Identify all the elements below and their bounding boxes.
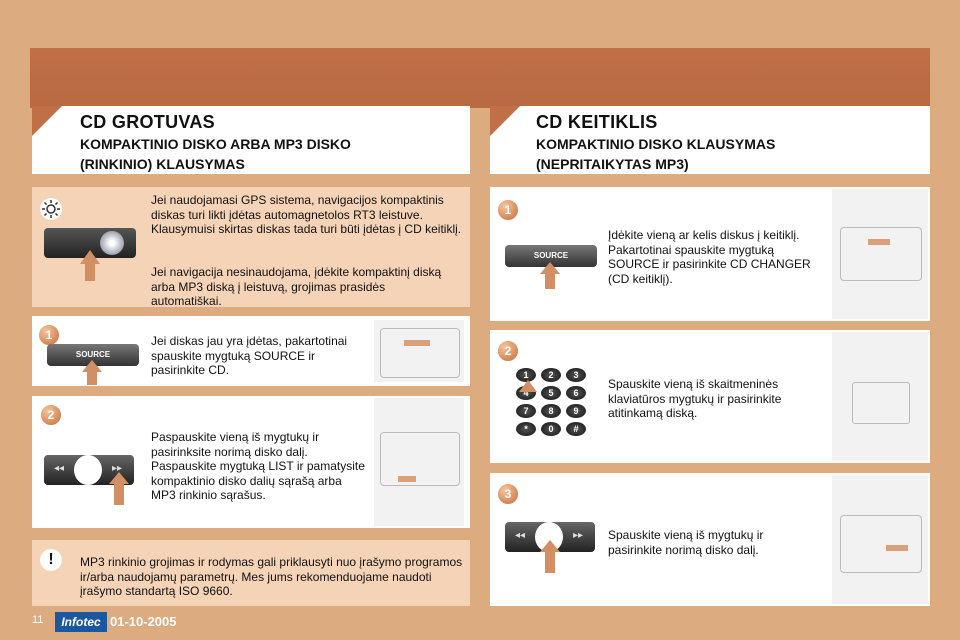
warning-text: MP3 rinkinio grojimas ir rodymas gali priklausyti nuo įrašymo programos ir/arba naudojamų parametrų. Mes jums rekomenduojame naudoti įrašymo standartą ISO 9660. [80, 555, 463, 598]
right-step3-text: Spauskite vieną iš mygtukų ir pasirinkite norimą disko dalį. [608, 528, 764, 557]
arrow-shaft [114, 483, 124, 505]
right-title: CD KEITIKLIS [536, 112, 658, 132]
keypad-key[interactable]: 1 [516, 368, 536, 382]
arrow-up-icon [519, 380, 537, 392]
keypad-key[interactable]: # [566, 422, 586, 436]
warning-icon: ! [40, 549, 62, 571]
step-number-badge: 1 [38, 324, 60, 346]
left-step1-text: Jei diskas jau yra įdėtas, pakartotinai spauskite mygtuką SOURCE ir pasirinkite CD. [151, 334, 348, 377]
right-step2-text: Spauskite vieną iš skaitmeninės klaviatūros mygtukų ir pasirinkite atitinkamą diską. [608, 377, 782, 420]
left-header-notch [32, 106, 62, 136]
right-step1-text: Įdėkite vieną ar kelis diskus į keitiklį. Pakartotinai spauskite mygtuką SOURCE ir pasirinkite CD CHANGER (CD keitiklį). [608, 228, 811, 286]
arrow-up-icon [80, 250, 100, 264]
keypad-key[interactable]: 5 [541, 386, 561, 400]
fast-forward-icon[interactable]: ▸▸ [573, 530, 584, 541]
arrow-shaft [545, 273, 555, 289]
step-number-badge: 2 [40, 404, 62, 426]
keypad-key[interactable]: 2 [541, 368, 561, 382]
keypad-key[interactable]: 4 [516, 386, 536, 400]
keypad-key[interactable]: 9 [566, 404, 586, 418]
right-subtitle-2: (NEPRITAIKYTAS MP3) [536, 156, 689, 172]
step-number-badge: 2 [497, 340, 519, 362]
radio-panel-thumbnail [374, 320, 464, 382]
infotec-logo: Infotec [55, 612, 107, 632]
arrow-shaft [545, 551, 555, 573]
left-subtitle-2: (RINKINIO) KLAUSYMAS [80, 156, 245, 172]
radio-panel-thumbnail [832, 189, 928, 319]
rewind-icon[interactable]: ◂◂ [515, 530, 526, 541]
footer-date: 01-10-2005 [110, 614, 177, 629]
top-band [30, 48, 930, 108]
numeric-keypad[interactable] [516, 368, 592, 440]
step-number-badge: 3 [497, 483, 519, 505]
keypad-key[interactable]: 3 [566, 368, 586, 382]
source-button[interactable]: SOURCE [505, 245, 597, 267]
right-header-notch [490, 106, 520, 136]
right-subtitle-1: KOMPAKTINIO DISKO KLAUSYMAS [536, 136, 776, 152]
left-step2-text: Paspauskite vieną iš mygtukų ir pasirinksite norimą disko dalį. Paspauskite mygtuką LIST ir pamatysite kompaktinio disko dalių sąrašą arba MP3 rinkinio sąrašus. [151, 430, 365, 502]
keypad-thumbnail [832, 332, 928, 461]
rewind-icon[interactable]: ◂◂ [54, 463, 65, 474]
keypad-key[interactable]: 7 [516, 404, 536, 418]
arrow-shaft [85, 263, 95, 281]
radio-panel-thumbnail [832, 475, 928, 604]
step-number-badge: 1 [497, 199, 519, 221]
fast-forward-icon[interactable]: ▸▸ [112, 463, 123, 474]
intro-text-1: Jei naudojamasi GPS sistema, navigacijos kompaktinis diskas turi likti įdėtas automagnetolos RT3 leistuve. Klausymuisi skirtas diskas tada turi būti įdėtas į CD keitiklį. [151, 193, 462, 236]
page-number: 11 [32, 614, 44, 626]
sun-icon [40, 198, 62, 220]
left-title: CD GROTUVAS [80, 112, 215, 132]
keypad-key[interactable]: 8 [541, 404, 561, 418]
keypad-key[interactable]: 0 [541, 422, 561, 436]
keypad-key[interactable]: 6 [566, 386, 586, 400]
left-subtitle-1: KOMPAKTINIO DISKO ARBA MP3 DISKO [80, 136, 351, 152]
intro-text-2: Jei navigacija nesinaudojama, įdėkite kompaktinį diską arba MP3 diską į leistuvą, grojimas prasidės automatiškai. [151, 265, 442, 308]
arrow-shaft [87, 371, 97, 385]
radio-panel-thumbnail [374, 398, 464, 526]
keypad-key[interactable]: * [516, 422, 536, 436]
source-button[interactable]: SOURCE [47, 344, 139, 366]
